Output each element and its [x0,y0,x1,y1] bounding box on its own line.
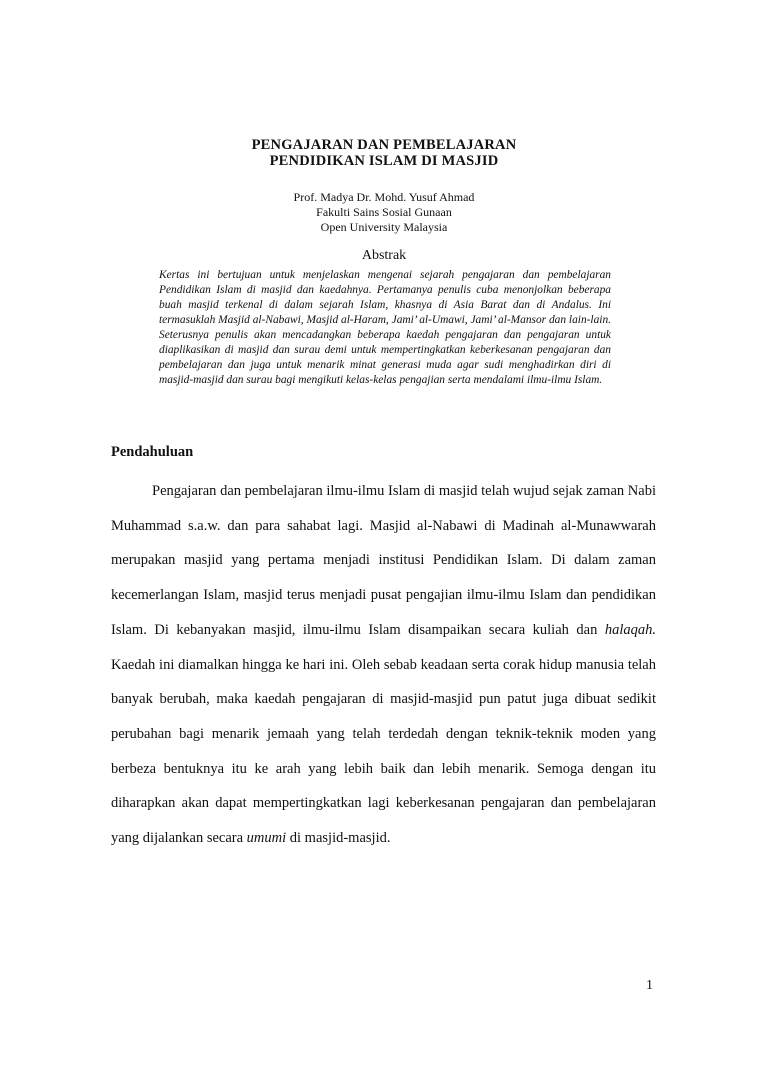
body-emphasis-halaqah: halaqah. [604,621,656,638]
abstract-text: Kertas ini bertujuan untuk menjelaskan mengenai sejarah pengajaran dan pembelajaran Pendidikan Islam di masjid dan kaedahnya. Pertamanya penulis cuba menonjolkan beberapa buah masjid terkenal di dalam sejarah Islam, khasnya di Asia Barat dan di Andalus. Ini termasuklah Masjid al-Nabawi, Masjid al-Haram, Jami’ al-Umawi, Jami’ al-Mansor dan lain-lain. Seterusnya penulis akan mencadangkan beberapa kaedah pengajaran dan pengajaran untuk diaplikasikan di masjid dan surau demi untuk mempertingkatkan keberkesanan pengajaran dan pembelajaran dan juga untuk menarik minat generasi muda agar sudi menghadirkan diri di masjid-masjid dan surau bagi mengikuti kelas-kelas pengajian serta mendalami ilmu-ilmu Islam. [159,269,611,386]
author-faculty: Fakulti Sains Sosial Gunaan [316,205,452,219]
body-text-part-3: di masjid-masjid. [286,830,391,847]
page-number: 1 [646,978,653,993]
title-line-2: PENDIDIKAN ISLAM DI MASJID [269,153,499,169]
section-heading: Pendahuluan [111,444,194,460]
body-paragraph [111,474,656,856]
author-university: Open University Malaysia [320,220,448,234]
body-text-part-1: Pengajaran dan pembelajaran ilmu-ilmu Islam di masjid telah wujud sejak zaman Nabi Muhammad s.a.w. dan para sahabat lagi. Masjid al-Nabawi di Madinah al-Munawwarah merupakan masjid yang pertama menjadi institusi Pendidikan Islam. Di dalam zaman kecemerlangan Islam, masjid terus menjadi pusat pengajian ilmu-ilmu Islam dan pendidikan Islam. Di kebanyakan masjid, ilmu-ilmu Islam disampaikan secara kuliah dan [111,483,656,638]
body-text-part-2: Kaedah ini diamalkan hingga ke hari ini. Oleh sebab keadaan serta corak hidup manusia telah banyak berubah, maka kaedah pengajaran di masjid-masjid pun patut juga dibuat sedikit perubahan bagi menarik jemaah yang telah terdedah dengan teknik-teknik moden yang berbeza bentuknya itu ke arah yang lebih baik dan lebih menarik. Semoga dengan itu diharapkan akan dapat mempertingkatkan lagi keberkesanan pengajaran dan pembelajaran yang dijalankan secara [111,656,656,847]
title-line-1: PENGAJARAN DAN PEMBELAJARAN [251,137,517,153]
abstract-heading: Abstrak [361,248,407,263]
body-emphasis-umumi: umumi [246,830,287,847]
author-name: Prof. Madya Dr. Mohd. Yusuf Ahmad [293,190,475,204]
body-text [111,474,656,856]
